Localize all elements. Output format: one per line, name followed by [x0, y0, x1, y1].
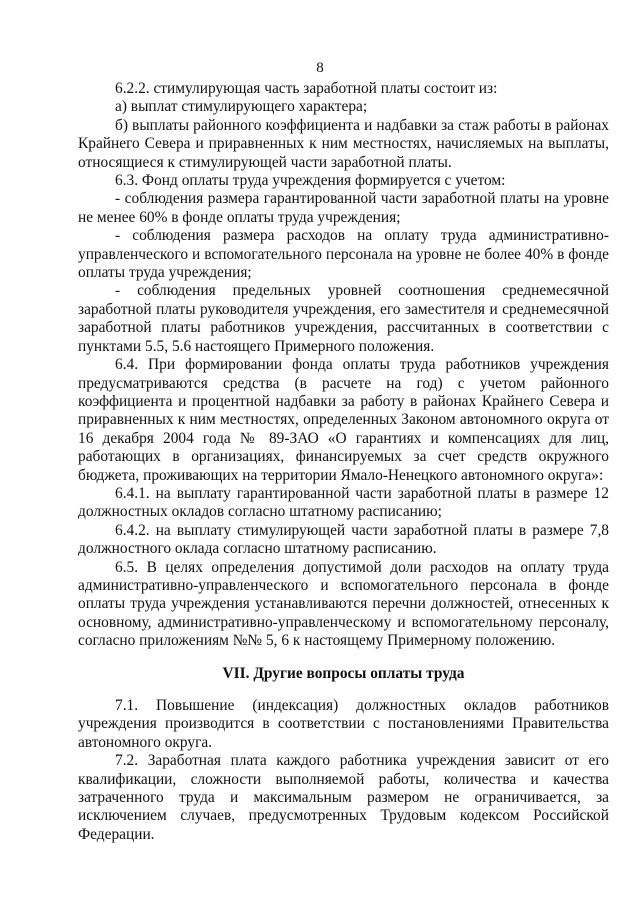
paragraph-6-3-bullet-1: - соблюдения размера гарантированной части заработной платы на уровне не менее 60% в фонде оплаты труда учреждения;: [78, 190, 609, 226]
paragraph-7-1: 7.1. Повышение (индексация) должностных окладов работников учреждения производится в соответствии с постановлениями Правительства автономного округа.: [78, 697, 609, 751]
paragraph-6-5: 6.5. В целях определения допустимой доли расходов на оплату труда административно-управленческого и вспомогательного персонала в фонде оплаты труда учреждения устанавливаются перечни должностей, отнесенных к основному, административно-управленческому и вспомогательному персоналу, согласно приложениям №№ 5, 6 к настоящему Примерному положению.: [78, 558, 609, 650]
page-number: 8: [316, 60, 324, 76]
paragraph-6-4: 6.4. При формировании фонда оплаты труда работников учреждения предусматриваются средства (в расчете на год) с учетом районного коэффициента и процентной надбавки за работу в районах Крайнего Севера и приравненных к ним местностях, определенных Законом автономного округа от 16 декабря 2004 года № 89-ЗАО «О гарантиях и компенсациях для лиц, работающих в организациях, финансируемых за счет средств окружного бюджета, проживающих на территории Ямало-Ненецкого автономного округа»:: [78, 356, 609, 484]
paragraph-6-3: 6.3. Фонд оплаты труда учреждения формируется с учетом:: [115, 172, 506, 190]
section-heading: VII. Другие вопросы оплаты труда: [222, 664, 465, 682]
paragraph-6-3-bullet-2: - соблюдения размера расходов на оплату труда административно-управленческого и вспомогательного персонала на уровне не более 40% в фонде оплаты труда учреждения;: [78, 227, 609, 282]
document-body: [78, 80, 609, 844]
paragraph-6-2-2: 6.2.2. стимулирующая часть заработной платы состоит из:: [115, 80, 498, 97]
paragraph-6-4-1: 6.4.1. на выплату гарантированной части заработной платы в размере 12 должностных окладов согласно штатному расписанию;: [78, 484, 609, 521]
paragraph-6-4-2: 6.4.2. на выплату стимулирующей части заработной платы в размере 7,8 должностного оклада согласно штатному расписанию.: [78, 521, 609, 558]
paragraph-item-b: б) выплаты районного коэффициента и надбавки за стаж работы в районах Крайнего Севера и приравненных к ним местностях, начисляемых на выплаты, относящиеся к стимулирующей части заработной платы.: [78, 116, 609, 171]
paragraph-6-3-bullet-3: - соблюдения предельных уровней соотношения среднемесячной заработной платы руководителя учреждения, его заместителя и среднемесячной заработной платы работников учреждения, рассчитанных в соответствии с пунктами 5.5, 5.6 настоящего Примерного положения.: [78, 282, 609, 355]
paragraph-7-2: 7.2. Заработная плата каждого работника учреждения зависит от его квалификации, сложности выполняемой работы, количества и качества затраченного труда и максимальным размером не ограничивается, за исключением случаев, предусмотренных Трудовым кодексом Российской Федерации.: [78, 752, 609, 843]
paragraph-item-a: а) выплат стимулирующего характера;: [115, 98, 368, 116]
